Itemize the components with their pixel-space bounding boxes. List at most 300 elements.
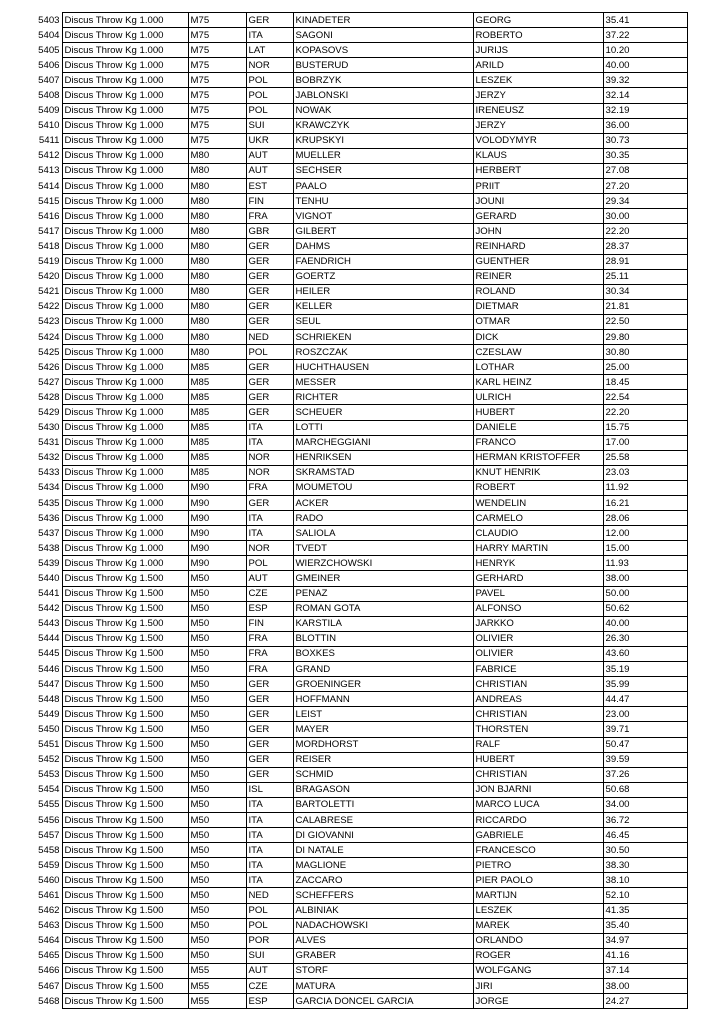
row-number: 5404 [38,29,60,41]
country-cell: NOR [246,465,293,480]
event-cell: Discus Throw Kg 1.000 [62,43,188,58]
surname-cell: ROSZCZAK [293,345,473,360]
country-cell: ITA [246,28,293,43]
table-row [32,948,687,963]
country-cell: POL [246,103,293,118]
first-name-cell: PIER PAOLO [473,873,603,888]
category-cell: M90 [188,526,246,541]
category-cell: M85 [188,465,246,480]
event-cell: Discus Throw Kg 1.500 [62,873,188,888]
country-cell: ITA [246,858,293,873]
result-cell: 38.10 [603,873,687,888]
surname-cell: BLOTTIN [293,631,473,646]
event-cell: Discus Throw Kg 1.000 [62,284,188,299]
first-name-cell: GABRIELE [473,828,603,843]
surname-cell: HEILER [293,284,473,299]
surname-cell: KINADETER [293,13,473,28]
result-cell: 32.19 [603,103,687,118]
event-cell: Discus Throw Kg 1.500 [62,722,188,737]
country-cell: UKR [246,133,293,148]
row-number: 5412 [38,150,60,162]
surname-cell: BOBRZYK [293,73,473,88]
first-name-cell: CHRISTIAN [473,707,603,722]
category-cell: M50 [188,873,246,888]
category-cell: M80 [188,148,246,163]
category-cell: M80 [188,314,246,329]
table-row [32,465,687,480]
row-number: 5447 [38,678,60,690]
row-number: 5417 [38,225,60,237]
result-cell: 30.34 [603,284,687,299]
table-row [32,480,687,495]
row-number: 5433 [38,467,60,479]
first-name-cell: JOUNI [473,194,603,209]
row-number: 5419 [38,256,60,268]
event-cell: Discus Throw Kg 1.000 [62,435,188,450]
row-number: 5410 [38,120,60,132]
event-cell: Discus Throw Kg 1.500 [62,812,188,827]
table-row [32,662,687,677]
surname-cell: GILBERT [293,224,473,239]
row-number: 5428 [38,391,60,403]
category-cell: M50 [188,631,246,646]
category-cell: M75 [188,73,246,88]
country-cell: ITA [246,526,293,541]
result-cell: 11.92 [603,480,687,495]
country-cell: GER [246,284,293,299]
first-name-cell: MARTIJN [473,888,603,903]
event-cell: Discus Throw Kg 1.000 [62,541,188,556]
country-cell: GER [246,13,293,28]
result-cell: 36.00 [603,118,687,133]
event-cell: Discus Throw Kg 1.000 [62,103,188,118]
event-cell: Discus Throw Kg 1.500 [62,933,188,948]
surname-cell: LOTTI [293,420,473,435]
first-name-cell: JURIJS [473,43,603,58]
surname-cell: ZACCARO [293,873,473,888]
category-cell: M50 [188,616,246,631]
surname-cell: KOPASOVS [293,43,473,58]
country-cell: ITA [246,797,293,812]
first-name-cell: GEORG [473,13,603,28]
category-cell: M50 [188,662,246,677]
row-number: 5444 [38,633,60,645]
table-row [32,28,687,43]
event-cell: Discus Throw Kg 1.000 [62,254,188,269]
country-cell: SUI [246,948,293,963]
event-cell: Discus Throw Kg 1.000 [62,511,188,526]
result-cell: 30.73 [603,133,687,148]
result-cell: 15.00 [603,541,687,556]
row-number: 5462 [38,905,60,917]
country-cell: GER [246,752,293,767]
table-row [32,284,687,299]
event-cell: Discus Throw Kg 1.000 [62,465,188,480]
result-cell: 38.30 [603,858,687,873]
event-cell: Discus Throw Kg 1.500 [62,797,188,812]
country-cell: FRA [246,480,293,495]
row-number: 5442 [38,603,60,615]
category-cell: M50 [188,933,246,948]
surname-cell: SCHEUER [293,405,473,420]
category-cell: M80 [188,209,246,224]
result-cell: 46.45 [603,828,687,843]
category-cell: M75 [188,58,246,73]
country-cell: ITA [246,511,293,526]
row-number: 5467 [38,980,60,992]
first-name-cell: OLIVIER [473,646,603,661]
surname-cell: VIGNOT [293,209,473,224]
result-cell: 30.35 [603,148,687,163]
first-name-cell: RALF [473,737,603,752]
country-cell: GBR [246,224,293,239]
first-name-cell: DANIELE [473,420,603,435]
country-cell: GER [246,496,293,511]
result-cell: 28.37 [603,239,687,254]
event-cell: Discus Throw Kg 1.000 [62,209,188,224]
country-cell: ITA [246,812,293,827]
country-cell: POL [246,556,293,571]
result-cell: 39.71 [603,722,687,737]
category-cell: M75 [188,13,246,28]
result-cell: 34.97 [603,933,687,948]
table-row [32,314,687,329]
first-name-cell: GERARD [473,209,603,224]
category-cell: M80 [188,269,246,284]
country-cell: GER [246,390,293,405]
event-cell: Discus Throw Kg 1.500 [62,616,188,631]
result-cell: 24.27 [603,994,687,1009]
row-number: 5456 [38,814,60,826]
category-cell: M80 [188,299,246,314]
first-name-cell: MARCO LUCA [473,797,603,812]
surname-cell: DI GIOVANNI [293,828,473,843]
result-cell: 50.47 [603,737,687,752]
row-number: 5453 [38,769,60,781]
country-cell: EST [246,179,293,194]
country-cell: ESP [246,994,293,1009]
table-row [32,526,687,541]
category-cell: M75 [188,88,246,103]
category-cell: M50 [188,888,246,903]
table-row [32,254,687,269]
category-cell: M50 [188,858,246,873]
row-number: 5454 [38,784,60,796]
table-row [32,556,687,571]
result-cell: 27.08 [603,163,687,178]
first-name-cell: KNUT HENRIK [473,465,603,480]
table-row [32,677,687,692]
table-row [32,239,687,254]
category-cell: M85 [188,375,246,390]
result-cell: 36.72 [603,812,687,827]
category-cell: M80 [188,329,246,344]
event-cell: Discus Throw Kg 1.000 [62,58,188,73]
table-row [32,722,687,737]
surname-cell: WIERZCHOWSKI [293,556,473,571]
category-cell: M50 [188,903,246,918]
category-cell: M80 [188,224,246,239]
table-row [32,903,687,918]
event-cell: Discus Throw Kg 1.000 [62,314,188,329]
row-number: 5450 [38,723,60,735]
result-cell: 40.00 [603,616,687,631]
table-row [32,420,687,435]
category-cell: M50 [188,586,246,601]
first-name-cell: JARKKO [473,616,603,631]
first-name-cell: CLAUDIO [473,526,603,541]
result-cell: 15.75 [603,420,687,435]
surname-cell: MUELLER [293,148,473,163]
country-cell: ITA [246,435,293,450]
category-cell: M50 [188,752,246,767]
country-cell: GER [246,360,293,375]
category-cell: M55 [188,979,246,994]
first-name-cell: GERHARD [473,571,603,586]
table-row [32,269,687,284]
table-row [32,994,687,1009]
category-cell: M50 [188,797,246,812]
event-cell: Discus Throw Kg 1.500 [62,692,188,707]
surname-cell: SCHRIEKEN [293,329,473,344]
event-cell: Discus Throw Kg 1.500 [62,631,188,646]
category-cell: M50 [188,812,246,827]
row-number: 5427 [38,376,60,388]
event-cell: Discus Throw Kg 1.500 [62,752,188,767]
country-cell: FRA [246,631,293,646]
surname-cell: DI NATALE [293,843,473,858]
event-cell: Discus Throw Kg 1.000 [62,13,188,28]
first-name-cell: HERMAN KRISTOFFER [473,450,603,465]
surname-cell: BUSTERUD [293,58,473,73]
first-name-cell: PIETRO [473,858,603,873]
result-cell: 50.68 [603,782,687,797]
event-cell: Discus Throw Kg 1.500 [62,843,188,858]
surname-cell: LEIST [293,707,473,722]
surname-cell: MATURA [293,979,473,994]
surname-cell: GMEINER [293,571,473,586]
row-number: 5421 [38,286,60,298]
country-cell: POR [246,933,293,948]
result-cell: 39.32 [603,73,687,88]
first-name-cell: JOHN [473,224,603,239]
category-cell: M80 [188,284,246,299]
first-name-cell: PRIIT [473,179,603,194]
category-cell: M80 [188,163,246,178]
table-row [32,843,687,858]
results-table-body [32,13,687,1009]
first-name-cell: PAVEL [473,586,603,601]
result-cell: 22.50 [603,314,687,329]
first-name-cell: JON BJARNI [473,782,603,797]
event-cell: Discus Throw Kg 1.000 [62,526,188,541]
first-name-cell: REINHARD [473,239,603,254]
event-cell: Discus Throw Kg 1.500 [62,662,188,677]
category-cell: M75 [188,43,246,58]
event-cell: Discus Throw Kg 1.500 [62,707,188,722]
table-row [32,767,687,782]
row-number: 5415 [38,195,60,207]
country-cell: SUI [246,118,293,133]
surname-cell: BARTOLETTI [293,797,473,812]
first-name-cell: JERZY [473,88,603,103]
row-number: 5440 [38,573,60,585]
category-cell: M90 [188,496,246,511]
first-name-cell: HERBERT [473,163,603,178]
category-cell: M50 [188,948,246,963]
table-row [32,963,687,978]
result-cell: 23.03 [603,465,687,480]
row-number: 5414 [38,180,60,192]
table-row [32,58,687,73]
row-number: 5407 [38,74,60,86]
first-name-cell: CHRISTIAN [473,767,603,782]
result-cell: 26.30 [603,631,687,646]
surname-cell: ACKER [293,496,473,511]
result-cell: 37.22 [603,28,687,43]
category-cell: M90 [188,511,246,526]
table-row [32,541,687,556]
result-cell: 39.59 [603,752,687,767]
table-row [32,858,687,873]
country-cell: ESP [246,601,293,616]
result-cell: 37.26 [603,767,687,782]
table-row [32,390,687,405]
first-name-cell: CZESLAW [473,345,603,360]
table-row [32,179,687,194]
event-cell: Discus Throw Kg 1.000 [62,239,188,254]
country-cell: FIN [246,194,293,209]
country-cell: ITA [246,420,293,435]
category-cell: M50 [188,707,246,722]
country-cell: GER [246,707,293,722]
surname-cell: GARCIA DONCEL GARCIA [293,994,473,1009]
category-cell: M90 [188,556,246,571]
result-cell: 35.99 [603,677,687,692]
surname-cell: FAENDRICH [293,254,473,269]
result-cell: 18.45 [603,375,687,390]
row-number: 5430 [38,422,60,434]
event-cell: Discus Throw Kg 1.500 [62,963,188,978]
event-cell: Discus Throw Kg 1.500 [62,677,188,692]
first-name-cell: ULRICH [473,390,603,405]
row-number: 5443 [38,618,60,630]
country-cell: POL [246,918,293,933]
surname-cell: HUCHTHAUSEN [293,360,473,375]
table-row [32,209,687,224]
table-row [32,496,687,511]
surname-cell: KARSTILA [293,616,473,631]
category-cell: M75 [188,133,246,148]
event-cell: Discus Throw Kg 1.000 [62,73,188,88]
category-cell: M55 [188,963,246,978]
result-cell: 37.14 [603,963,687,978]
country-cell: GER [246,737,293,752]
category-cell: M80 [188,254,246,269]
first-name-cell: LESZEK [473,903,603,918]
first-name-cell: GUENTHER [473,254,603,269]
row-number: 5422 [38,301,60,313]
country-cell: GER [246,239,293,254]
category-cell: M50 [188,737,246,752]
surname-cell: MARCHEGGIANI [293,435,473,450]
country-cell: ISL [246,782,293,797]
surname-cell: BRAGASON [293,782,473,797]
table-row [32,646,687,661]
table-row [32,873,687,888]
first-name-cell: CARMELO [473,511,603,526]
first-name-cell: LESZEK [473,73,603,88]
surname-cell: SEUL [293,314,473,329]
category-cell: M90 [188,541,246,556]
table-row [32,586,687,601]
result-cell: 35.41 [603,13,687,28]
event-cell: Discus Throw Kg 1.500 [62,828,188,843]
row-number: 5439 [38,557,60,569]
first-name-cell: WENDELIN [473,496,603,511]
result-cell: 16.21 [603,496,687,511]
category-cell: M85 [188,360,246,375]
country-cell: GER [246,254,293,269]
country-cell: GER [246,375,293,390]
surname-cell: NOWAK [293,103,473,118]
first-name-cell: RICCARDO [473,812,603,827]
result-cell: 25.58 [603,450,687,465]
surname-cell: SCHMID [293,767,473,782]
category-cell: M85 [188,405,246,420]
row-number: 5420 [38,271,60,283]
event-cell: Discus Throw Kg 1.000 [62,496,188,511]
surname-cell: TVEDT [293,541,473,556]
result-cell: 50.62 [603,601,687,616]
first-name-cell: FRANCO [473,435,603,450]
country-cell: GER [246,677,293,692]
country-cell: NED [246,888,293,903]
surname-cell: HENRIKSEN [293,450,473,465]
table-row [32,375,687,390]
country-cell: FRA [246,646,293,661]
category-cell: M75 [188,103,246,118]
surname-cell: MAYER [293,722,473,737]
surname-cell: REISER [293,752,473,767]
result-cell: 35.40 [603,918,687,933]
row-number: 5405 [38,44,60,56]
first-name-cell: REINER [473,269,603,284]
event-cell: Discus Throw Kg 1.500 [62,903,188,918]
category-cell: M75 [188,118,246,133]
category-cell: M50 [188,782,246,797]
result-cell: 12.00 [603,526,687,541]
row-number: 5463 [38,920,60,932]
event-cell: Discus Throw Kg 1.500 [62,782,188,797]
event-cell: Discus Throw Kg 1.000 [62,148,188,163]
table-row [32,601,687,616]
first-name-cell: KLAUS [473,148,603,163]
row-number: 5403 [38,14,60,26]
country-cell: GER [246,299,293,314]
table-row [32,692,687,707]
table-row [32,118,687,133]
row-number: 5437 [38,527,60,539]
first-name-cell: FABRICE [473,662,603,677]
country-cell: GER [246,722,293,737]
event-cell: Discus Throw Kg 1.000 [62,375,188,390]
result-cell: 10.20 [603,43,687,58]
country-cell: NOR [246,450,293,465]
first-name-cell: OTMAR [473,314,603,329]
country-cell: NED [246,329,293,344]
first-name-cell: ORLANDO [473,933,603,948]
